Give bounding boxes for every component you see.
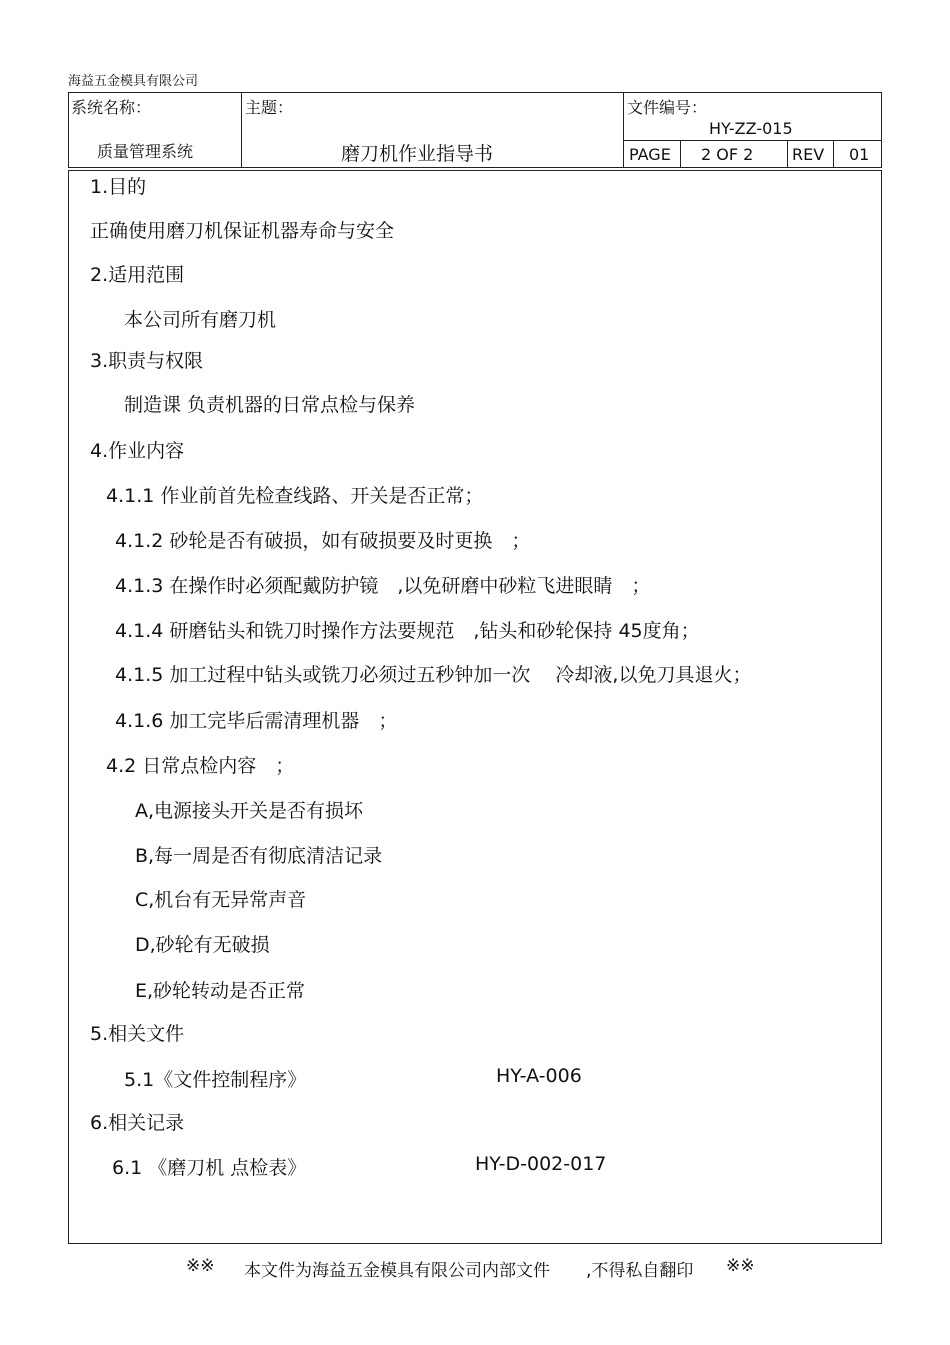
footer-text: 本文件为海益五金模具有限公司内部文件 <box>244 1261 550 1281</box>
check-item: E,砂轮转动是否正常 <box>135 980 306 1002</box>
subject-value: 磨刀机作业指导书 <box>341 143 494 165</box>
footer-mark: ※※ <box>186 1256 215 1276</box>
page-value: 2 OF 2 <box>701 145 754 164</box>
list-item: 4.1.6 加工完毕后需清理机器 ； <box>115 710 398 732</box>
header-divider <box>787 141 788 167</box>
rev-label: REV <box>792 145 825 164</box>
header-table <box>68 92 882 168</box>
list-item: 4.2 日常点检内容 ； <box>106 755 295 777</box>
check-item: B,每一周是否有彻底清洁记录 <box>135 845 383 867</box>
list-item: 4.1.4 研磨钻头和铣刀时操作方法要规范 ,钻头和砂轮保持 45度角； <box>115 620 700 642</box>
related-doc-code: HY-A-006 <box>496 1065 582 1087</box>
list-item: 4.1.3 在操作时必须配戴防护镜 ,以免研磨中砂粒飞进眼睛 ； <box>115 575 651 597</box>
header-divider <box>623 140 881 141</box>
section-heading: 6.相关记录 <box>90 1112 185 1134</box>
body-text: 制造课 负责机器的日常点检与保养 <box>124 394 416 416</box>
check-item: D,砂轮有无破损 <box>135 934 270 956</box>
subject-label: 主题： <box>245 98 294 117</box>
list-item: 4.1.1 作业前首先检查线路、开关是否正常； <box>106 485 484 507</box>
rev-value: 01 <box>849 145 870 164</box>
header-divider <box>833 141 834 167</box>
list-item: 4.1.2 砂轮是否有破损，如有破损要及时更换 ； <box>115 530 531 552</box>
list-item: 4.1.5 加工过程中钻头或铣刀必须过五秒钟加一次 冷却液,以免刀具退火； <box>115 664 752 686</box>
section-heading: 3.职责与权限 <box>90 350 204 372</box>
company-name: 海益五金模具有限公司 <box>68 74 199 89</box>
header-divider <box>241 93 242 167</box>
header-divider <box>680 141 681 167</box>
related-doc-title: 5.1《文件控制程序》 <box>124 1069 307 1091</box>
header-divider <box>623 93 624 167</box>
section-heading: 4.作业内容 <box>90 440 185 462</box>
footer-mark: ※※ <box>726 1256 755 1276</box>
section-heading: 2.适用范围 <box>90 264 185 286</box>
page-label: PAGE <box>629 145 671 164</box>
doc-no-value: HY-ZZ-015 <box>709 119 793 138</box>
check-item: C,机台有无异常声音 <box>135 889 307 911</box>
body-text: 正确使用磨刀机保证机器寿命与安全 <box>90 220 395 242</box>
related-record-code: HY-D-002-017 <box>475 1153 607 1175</box>
system-label: 系统名称： <box>71 98 152 117</box>
doc-no-label: 文件编号： <box>627 98 708 117</box>
footer-text: ,不得私自翻印 <box>586 1261 694 1281</box>
section-heading: 1.目的 <box>90 176 147 198</box>
check-item: A,电源接头开关是否有损坏 <box>135 800 364 822</box>
body-text: 本公司所有磨刀机 <box>124 309 277 331</box>
related-record-title: 6.1 《磨刀机 点检表》 <box>112 1157 307 1179</box>
section-heading: 5.相关文件 <box>90 1023 185 1045</box>
system-value: 质量管理系统 <box>97 142 194 161</box>
